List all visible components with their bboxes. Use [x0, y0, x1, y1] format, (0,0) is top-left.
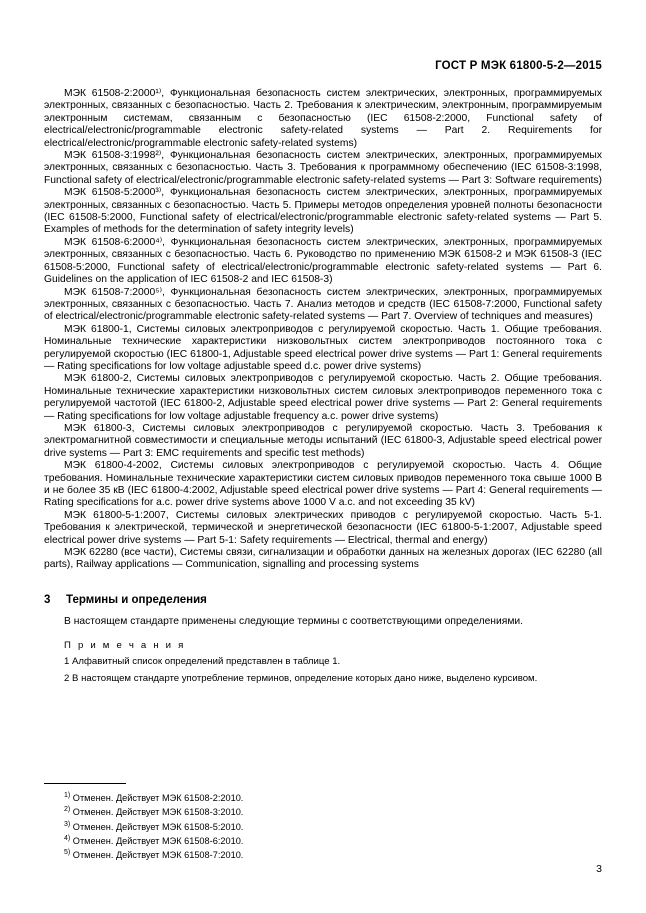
footnote-item — [44, 790, 404, 804]
footnote-marker: 5) — [64, 849, 71, 857]
reference-paragraph: МЭК 61800-4-2002, Системы силовых электроприводов с регулируемой скоростью. Часть 4. Общие требования. Номинальные технические характеристики систем силовых приводов переменного тока свыше 1000 В и не более 35 кВ (IEC 61800-4:2002, Adjustable speed electrical power drive systems — Part 4: General requirements — Rating specifications for a.c. power drive systems above 1000 V a.c. and not exceeding 35 kV) — [44, 460, 602, 509]
footnote-text: Отменен. Действует МЭК 61508-6:2010. — [72, 835, 244, 846]
footnote-item — [44, 804, 404, 818]
footnote-marker: 4) — [64, 834, 71, 842]
reference-paragraph: МЭК 61800-2, Системы силовых электроприводов с регулируемой скоростью. Часть 2. Общие требования. Номинальные технические характеристики низковольтных систем силовых электроприводов переменного тока с регулируемой частотой (IEC 61800-2, Adjustable speed electrical power drive systems — Part 2: General requirements — Rating specifications for low voltage adjustable frequency a.c. power drive systems) — [44, 373, 602, 422]
footnote-marker: 3) — [64, 820, 71, 828]
reference-paragraph: МЭК 61800-3, Системы силовых электроприводов с регулируемой скоростью. Часть 3. Требования к электромагнитной совместимости и специальные методы испытаний (IEC 61800-3, Adjustable speed electrical power drive systems — Part 3: EMC requirements and specific test methods) — [44, 422, 602, 459]
footnote-item — [44, 847, 404, 861]
footnote-text: Отменен. Действует МЭК 61508-3:2010. — [72, 807, 244, 818]
section-heading — [44, 572, 602, 616]
footnote-block — [44, 783, 404, 861]
footnote-text: Отменен. Действует МЭК 61508-7:2010. — [72, 850, 244, 861]
section-number: 3 — [44, 593, 51, 606]
reference-paragraph: МЭК 61508-2:2000¹⁾, Функциональная безопасность систем электрических, электронных, программируемых электронных, связанных с безопасностью. Часть 2. Требования к электрическим, электронным, программируемым электронным системам, связанным с безопасностью (IEC 61508-2:2000, Functional safety of electrical/electronic/programmable electronic safety-related systems — Part 2. Requirements for electrical/electronic/programmable electronic safety-related systems) — [44, 88, 602, 149]
reference-paragraph: МЭК 62280 (все части), Системы связи, сигнализации и обработки данных на железных дорогах (IEC 62280 (all parts), Railway applications — Communication, signalling and processing systems — [44, 547, 602, 571]
footnote-item — [44, 819, 404, 833]
note-item: 2 В настоящем стандарте употребление терминов, определение которых дано ниже, выделено курсивом. — [64, 673, 538, 685]
note-item: 1 Алфавитный список определений представлен в таблице 1. — [64, 656, 341, 668]
reference-paragraph: МЭК 61508-6:2000⁴⁾, Функциональная безопасность систем электрических, электронных, программируемых электронных, связанных с безопасностью. Часть 6. Руководство по применению МЭК 61508-2 и МЭК 61508-3 (IEC 61508-5:2000, Functional safety of electrical/electronic/programmable electronic safety-related systems — Part 6. Guidelines on the application of IEC 61508-2 and IEC 61508-3) — [44, 236, 602, 286]
footnote-marker: 1) — [64, 792, 71, 799]
section-title: Термины и определения — [66, 593, 207, 606]
page-number: 3 — [596, 863, 602, 875]
reference-paragraph: МЭК 61508-3:1998²⁾, Функциональная безопасность систем электрических, электронных, программируемых электронных, связанных с безопасностью. Часть 3. Требования к программному обеспечению (IEC 61508-3:1998, Functional safety of electrical/electronic/programmable electronic safety-related systems — Part 3: Software requirements) — [44, 150, 602, 186]
reference-paragraph: МЭК 61508-5:2000³⁾, Функциональная безопасность систем электрических, электронных, программируемых электронных, связанных с безопасностью. Часть 5. Примеры методов определения уровней полноты безопасности (IEC 61508-5:2000, Functional safety of electrical/electronic/programmable electronic safety-related systems — Part 5. Examples of methods for the determination of safety integrity levels) — [44, 187, 602, 236]
notes-heading: П р и м е ч а н и я — [64, 640, 186, 652]
footnote-item — [44, 833, 404, 847]
reference-paragraph: МЭК 61800-5-1:2007, Системы силовых электрических приводов с регулируемой скоростью. Часть 5-1. Требования к электрической, термической и энергетической безопасности (IEC 61800-5-1:2007, Adjustable speed electrical power drive systems — Part 5-1: Safety requirements — Electrical, thermal and energy) — [44, 509, 602, 546]
section-intro: В настоящем стандарте применены следующие термины с соответствующими определениями. — [64, 615, 524, 627]
reference-paragraph: МЭК 61508-7:2000⁵⁾, Функциональная безопасность систем электрических, электронных, программируемых электронных, связанных с безопасностью. Часть 7. Анализ методов и средств (IEC 61508-7:2000, Functional safety of electrical/electronic/programmable electronic safety-related systems — Part 7. Overview of techniques and measures) — [44, 286, 602, 323]
footnote-marker: 2) — [64, 806, 71, 814]
page-content — [44, 88, 602, 685]
page-header: ГОСТ Р МЭК 61800-5-2—2015 — [435, 60, 602, 72]
reference-paragraph: МЭК 61800-1, Системы силовых электроприводов с регулируемой скоростью. Часть 1. Общие требования. Номинальные технические характеристики низковольтных систем электроприводов постоянного тока с регулируемой скоростью (IEC 61800-1, Adjustable speed electrical power drive systems — Part 1: General requirements — Rating specifications for low voltage adjustable speed d.c. power drive systems) — [44, 323, 602, 372]
footnote-text: Отменен. Действует МЭК 61508-2:2010. — [72, 793, 244, 804]
footnote-text: Отменен. Действует МЭК 61508-5:2010. — [72, 821, 244, 832]
footnote-separator — [44, 783, 126, 784]
